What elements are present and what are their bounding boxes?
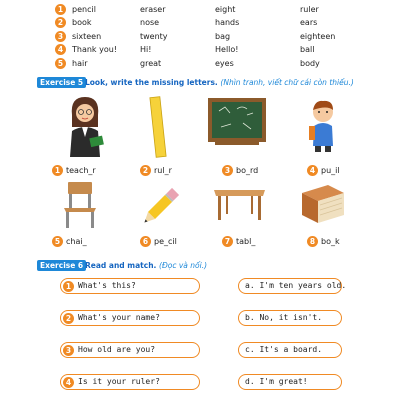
exercise-badge: Exercise 6 [37, 260, 86, 271]
item-number: 1 [52, 165, 63, 176]
exercise-subtitle: (Nhìn tranh, viết chữ cái còn thiếu.) [220, 78, 354, 87]
word-cell: pencil [72, 5, 96, 14]
word-cell: sixteen [72, 32, 102, 41]
item-number: 3 [222, 165, 233, 176]
missing-letters-label: teach_r [66, 166, 96, 175]
question-text: What's this? [78, 281, 136, 290]
word-cell: Thank you! [72, 45, 118, 54]
question-number: 3 [63, 345, 74, 356]
row-number: 4 [55, 44, 66, 55]
item-number: 4 [307, 165, 318, 176]
table-icon [212, 186, 267, 222]
answer-box[interactable] [238, 310, 342, 326]
item-number: 6 [140, 236, 151, 247]
word-cell: bag [215, 32, 231, 41]
word-cell: ears [300, 18, 318, 27]
row-number: 1 [55, 4, 66, 15]
answer-text: b. No, it isn't. [245, 313, 323, 322]
word-cell: twenty [140, 32, 168, 41]
word-cell: eight [215, 5, 236, 14]
question-text: What's your name? [78, 313, 160, 322]
word-cell: ball [300, 45, 315, 54]
answer-text: a. I'm ten years old. [245, 281, 347, 290]
item-number: 2 [140, 165, 151, 176]
answer-text: d. I'm great! [245, 377, 308, 386]
exercise-subtitle: (Đọc và nối.) [159, 261, 208, 270]
question-number: 4 [63, 377, 74, 388]
item-number: 7 [222, 236, 233, 247]
exercise-title [85, 78, 354, 87]
missing-letters-label: bo_k [321, 237, 340, 246]
word-cell: book [72, 18, 92, 27]
book-icon [298, 183, 346, 227]
answer-text: c. It's a board. [245, 345, 323, 354]
question-box[interactable] [60, 310, 200, 326]
word-cell: eraser [140, 5, 166, 14]
exercise-title-text: Look, write the missing letters. [85, 78, 218, 87]
question-number: 2 [63, 313, 74, 324]
word-cell: Hi! [140, 45, 152, 54]
word-cell: Hello! [215, 45, 239, 54]
question-text: How old are you? [78, 345, 156, 354]
exercise-badge: Exercise 5 [37, 77, 86, 88]
ruler-icon [148, 95, 168, 160]
missing-letters-label: bo_rd [236, 166, 259, 175]
answer-box[interactable] [238, 374, 342, 390]
word-cell: ruler [300, 5, 319, 14]
word-cell: body [300, 59, 320, 68]
answer-box[interactable] [238, 342, 342, 358]
exercise-title [85, 261, 207, 270]
missing-letters-label: chai_ [66, 237, 87, 246]
word-cell: hands [215, 18, 240, 27]
word-cell: eyes [215, 59, 234, 68]
row-number: 3 [55, 31, 66, 42]
question-box[interactable] [60, 278, 200, 294]
word-cell: great [140, 59, 162, 68]
pupil-icon [303, 98, 343, 153]
exercise-title-text: Read and match. [85, 261, 157, 270]
pencil-icon [136, 183, 184, 231]
question-text: Is it your ruler? [78, 377, 160, 386]
question-box[interactable] [60, 342, 200, 358]
answer-box[interactable] [238, 278, 347, 294]
missing-letters-label: rul_r [154, 166, 172, 175]
question-box[interactable] [60, 374, 200, 390]
board-icon [207, 97, 267, 149]
missing-letters-label: pe_cil [154, 237, 177, 246]
item-number: 5 [52, 236, 63, 247]
row-number: 2 [55, 17, 66, 28]
word-cell: eighteen [300, 32, 336, 41]
item-number: 8 [307, 236, 318, 247]
question-number: 1 [63, 281, 74, 292]
missing-letters-label: tabl_ [236, 237, 256, 246]
teacher-icon [60, 93, 110, 158]
word-cell: hair [72, 59, 88, 68]
missing-letters-label: pu_il [321, 166, 340, 175]
row-number: 5 [55, 58, 66, 69]
chair-icon [60, 180, 100, 230]
word-cell: nose [140, 18, 160, 27]
